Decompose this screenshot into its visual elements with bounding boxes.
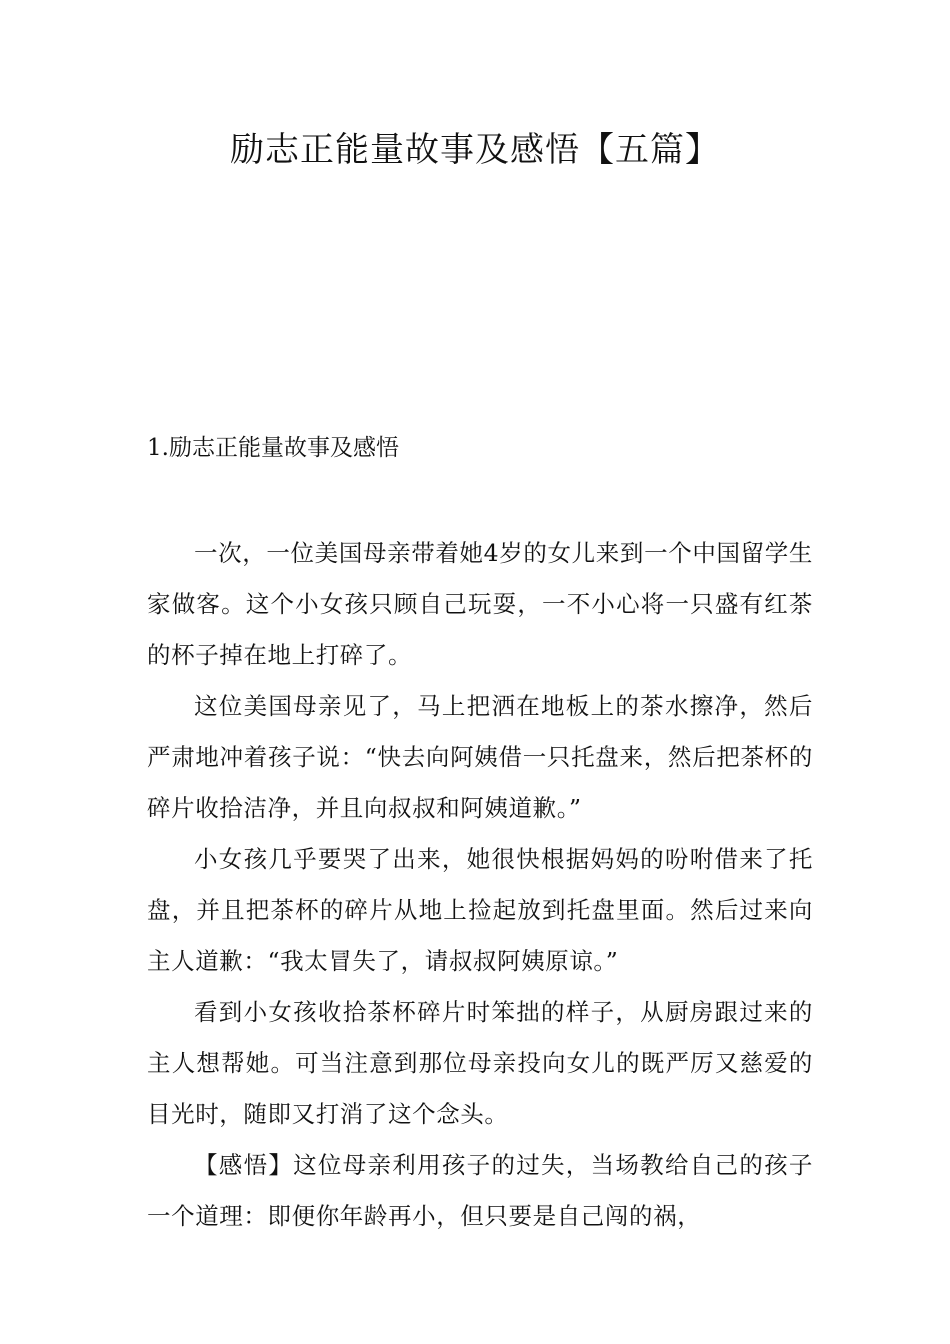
- body-text: [147, 528, 813, 1242]
- paragraph: 【感悟】这位母亲利用孩子的过失，当场教给自己的孩子一个道理：即便你年龄再小，但只要是自己闯的祸，: [147, 1151, 813, 1230]
- paragraph: 小女孩几乎要哭了出来，她很快根据妈妈的吩咐借来了托盘，并且把茶杯的碎片从地上捡起放到托盘里面。然后过来向主人道歉：“我太冒失了，请叔叔阿姨原谅。”: [147, 845, 813, 975]
- document-title: 励志正能量故事及感悟【五篇】: [230, 130, 720, 170]
- paragraph: 看到小女孩收拾茶杯碎片时笨拙的样子，从厨房跟过来的主人想帮她。可当注意到那位母亲投向女儿的既严厉又慈爱的目光时，随即又打消了这个念头。: [147, 998, 813, 1128]
- paragraph: 这位美国母亲见了，马上把洒在地板上的茶水擦净，然后严肃地冲着孩子说：“快去向阿姨借一只托盘来，然后把茶杯的碎片收拾洁净，并且向叔叔和阿姨道歉。”: [147, 692, 813, 822]
- paragraph: 一次，一位美国母亲带着她4岁的女儿来到一个中国留学生家做客。这个小女孩只顾自己玩耍，一不小心将一只盛有红茶的杯子掉在地上打碎了。: [147, 539, 813, 669]
- section-heading: 1.励志正能量故事及感悟: [147, 435, 399, 461]
